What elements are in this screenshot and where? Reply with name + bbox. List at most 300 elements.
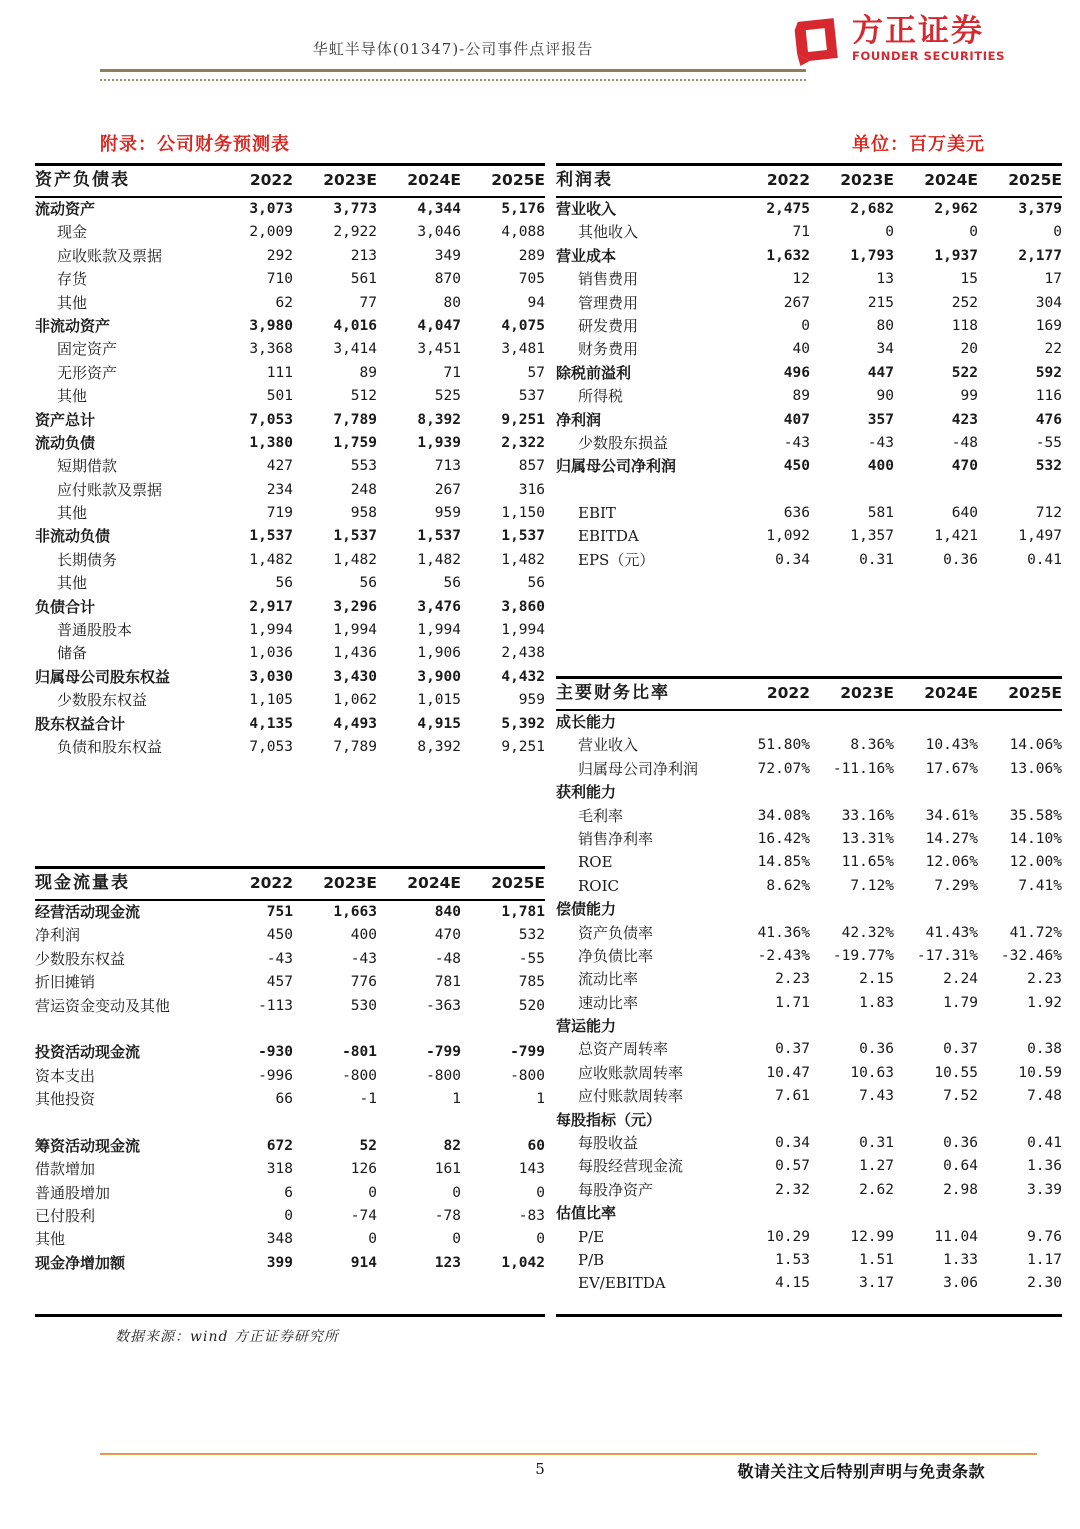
cell-value: 116 bbox=[1035, 388, 1062, 405]
cell-value: 10.63 bbox=[850, 1064, 894, 1081]
cell-value: 10.43% bbox=[925, 737, 978, 754]
table-row bbox=[556, 828, 1062, 851]
cell-value: 13.31% bbox=[841, 830, 894, 847]
table-row bbox=[556, 1085, 1062, 1108]
table-row bbox=[35, 292, 545, 315]
cell-value: 1.71 bbox=[775, 994, 810, 1011]
cell-value: 1,482 bbox=[249, 551, 293, 568]
cell-value: 4.15 bbox=[775, 1275, 810, 1292]
cell-value: 3,476 bbox=[417, 598, 461, 615]
cell-value: -800 bbox=[342, 1067, 377, 1084]
table-row bbox=[35, 689, 545, 712]
data-source-note: 数据来源：wind 方正证券研究所 bbox=[115, 1329, 339, 1345]
cell-value: 11.04 bbox=[934, 1228, 978, 1245]
cell-value: 0.34 bbox=[775, 1135, 810, 1152]
cell-value: 7.61 bbox=[775, 1088, 810, 1105]
founder-logo-icon bbox=[790, 14, 844, 74]
cell-value: 57 bbox=[527, 364, 545, 381]
cell-value: -55 bbox=[1035, 434, 1062, 451]
table-row bbox=[35, 432, 545, 455]
cell-value: 592 bbox=[1035, 364, 1062, 381]
cell-value: 8,392 bbox=[417, 411, 461, 428]
table-row bbox=[35, 901, 545, 924]
header-rule-solid bbox=[100, 69, 806, 72]
cell-value: -800 bbox=[510, 1067, 545, 1084]
cell-value: 781 bbox=[434, 974, 461, 991]
row-label: 普通股增加 bbox=[35, 1183, 111, 1202]
row-label: 资产负债率 bbox=[578, 923, 654, 942]
year-column-header: 2022 bbox=[249, 171, 293, 190]
cell-value: 2.32 bbox=[775, 1181, 810, 1198]
cell-value: 304 bbox=[1035, 294, 1062, 311]
cell-value: 1,092 bbox=[766, 528, 810, 545]
cell-value: 41.72% bbox=[1009, 924, 1062, 941]
row-label: 除税前溢利 bbox=[556, 363, 632, 382]
table-row bbox=[35, 479, 545, 502]
row-label: EV/EBITDA bbox=[578, 1274, 666, 1293]
cell-value: 118 bbox=[951, 317, 978, 334]
row-label: 现金净增加额 bbox=[35, 1253, 126, 1272]
row-label: 速动比率 bbox=[578, 993, 639, 1012]
cell-value: 712 bbox=[1035, 505, 1062, 522]
row-label: 少数股东权益 bbox=[35, 949, 126, 968]
cell-value: 80 bbox=[443, 294, 461, 311]
row-label: 非流动负债 bbox=[35, 527, 111, 546]
cell-value: 3,451 bbox=[417, 341, 461, 358]
table-row bbox=[556, 781, 1062, 804]
table-row bbox=[556, 1062, 1062, 1085]
table-row bbox=[556, 1038, 1062, 1061]
cell-value: 0.31 bbox=[859, 551, 894, 568]
cell-value: 1,781 bbox=[501, 904, 545, 920]
cell-value: 2,475 bbox=[766, 201, 810, 217]
cell-value: 14.85% bbox=[757, 854, 810, 871]
table-row bbox=[35, 385, 545, 408]
table-row bbox=[556, 432, 1062, 455]
cell-value: 4,016 bbox=[333, 317, 377, 334]
table-row bbox=[556, 1015, 1062, 1038]
row-label: 流动资产 bbox=[35, 200, 96, 218]
cell-value: 10.55 bbox=[934, 1064, 978, 1081]
cell-value: 0 bbox=[452, 1231, 461, 1248]
row-label: 筹资活动现金流 bbox=[35, 1136, 141, 1155]
cell-value: -78 bbox=[434, 1208, 461, 1225]
cell-value: 1,994 bbox=[501, 622, 545, 639]
cell-value: 0.38 bbox=[1027, 1041, 1062, 1058]
cell-value: 640 bbox=[951, 505, 978, 522]
cell-value: 1,632 bbox=[766, 247, 810, 264]
income-statement-table bbox=[556, 163, 1062, 572]
cell-value: 123 bbox=[434, 1254, 461, 1271]
cell-value: -930 bbox=[258, 1044, 293, 1061]
cell-value: 42.32% bbox=[841, 924, 894, 941]
cell-value: 56 bbox=[275, 575, 293, 592]
table-row bbox=[35, 995, 545, 1018]
row-label: 其他收入 bbox=[578, 223, 639, 242]
cell-value: 80 bbox=[876, 317, 894, 334]
cell-value: 7,053 bbox=[249, 411, 293, 428]
cell-value: 9,251 bbox=[501, 411, 545, 428]
cell-value: 1,537 bbox=[417, 528, 461, 545]
cell-value: 0 bbox=[536, 1231, 545, 1248]
cell-value: 90 bbox=[876, 388, 894, 405]
row-label: 归属母公司净利润 bbox=[578, 759, 699, 778]
row-label: ROIC bbox=[578, 876, 619, 895]
cell-value: 1,036 bbox=[249, 645, 293, 662]
cell-value: 252 bbox=[951, 294, 978, 311]
cell-value: 8,392 bbox=[417, 738, 461, 755]
cell-value: 1,482 bbox=[417, 551, 461, 568]
cell-value: 427 bbox=[266, 458, 293, 475]
row-label: 现金 bbox=[57, 223, 88, 242]
cell-value: 213 bbox=[350, 247, 377, 264]
cell-value: 0.36 bbox=[943, 551, 978, 568]
cell-value: 2,009 bbox=[249, 224, 293, 241]
cell-value: 22 bbox=[1044, 341, 1062, 358]
cell-value: 5,176 bbox=[501, 201, 545, 217]
row-label: 其他 bbox=[57, 387, 88, 406]
table-row bbox=[35, 245, 545, 268]
cell-value: 0.37 bbox=[775, 1041, 810, 1058]
cell-value: 2.62 bbox=[859, 1181, 894, 1198]
table-row bbox=[35, 572, 545, 595]
row-label: 营业收入 bbox=[556, 200, 617, 218]
row-label: 无形资产 bbox=[57, 363, 118, 382]
row-label: 存货 bbox=[57, 270, 88, 289]
cell-value: 407 bbox=[783, 411, 810, 428]
row-label: 少数股东损益 bbox=[578, 433, 669, 452]
row-label: 应收账款及票据 bbox=[57, 246, 163, 265]
cell-value: 2.15 bbox=[859, 971, 894, 988]
table-row bbox=[556, 221, 1062, 244]
cell-value: 3,296 bbox=[333, 598, 377, 615]
income_statement-title: 利润表 bbox=[556, 170, 613, 191]
cell-value: 1,380 bbox=[249, 434, 293, 451]
cell-value: 1.53 bbox=[775, 1251, 810, 1268]
cell-value: 2,682 bbox=[850, 201, 894, 217]
cell-value: -43 bbox=[266, 950, 293, 967]
cell-value: 1,906 bbox=[417, 645, 461, 662]
row-label: 股东权益合计 bbox=[35, 714, 126, 733]
cell-value: 450 bbox=[783, 458, 810, 475]
cell-value: 0.41 bbox=[1027, 551, 1062, 568]
table-header-row bbox=[556, 679, 1062, 711]
cell-value: 5,392 bbox=[501, 715, 545, 732]
cell-value: 1,482 bbox=[501, 551, 545, 568]
table-row bbox=[556, 875, 1062, 898]
cell-value: 16.42% bbox=[757, 830, 810, 847]
cell-value: 10.47 bbox=[766, 1064, 810, 1081]
cell-value: 0 bbox=[452, 1184, 461, 1201]
cell-value: 581 bbox=[867, 505, 894, 522]
row-label: 普通股股本 bbox=[57, 621, 133, 640]
cell-value: 1,937 bbox=[934, 247, 978, 264]
table-row bbox=[556, 1179, 1062, 1202]
cell-value: 6 bbox=[284, 1184, 293, 1201]
row-label: P/E bbox=[578, 1227, 605, 1246]
table-row bbox=[556, 409, 1062, 432]
cell-value: 161 bbox=[434, 1161, 461, 1178]
cell-value: 457 bbox=[266, 974, 293, 991]
cell-value: 450 bbox=[266, 927, 293, 944]
cell-value: 7.52 bbox=[943, 1088, 978, 1105]
table-row bbox=[556, 362, 1062, 385]
cell-value: 1,357 bbox=[850, 528, 894, 545]
cell-value: 3,430 bbox=[333, 668, 377, 685]
cell-value: 0 bbox=[368, 1231, 377, 1248]
cell-value: 1.79 bbox=[943, 994, 978, 1011]
year-column-header: 2023E bbox=[323, 874, 377, 893]
cell-value: 248 bbox=[350, 481, 377, 498]
table-row bbox=[556, 315, 1062, 338]
table-row bbox=[35, 221, 545, 244]
cell-value: 15 bbox=[960, 271, 978, 288]
table-row bbox=[35, 1041, 545, 1064]
cell-value: 1.51 bbox=[859, 1251, 894, 1268]
cell-value: 4,493 bbox=[333, 715, 377, 732]
cell-value: 636 bbox=[783, 505, 810, 522]
row-label: 净负债比率 bbox=[578, 946, 654, 965]
cell-value: 12.06% bbox=[925, 854, 978, 871]
cell-value: 959 bbox=[518, 692, 545, 709]
cell-value: 40 bbox=[792, 341, 810, 358]
row-label: 营运资金变动及其他 bbox=[35, 996, 171, 1015]
table-row bbox=[556, 851, 1062, 874]
table-row bbox=[556, 1109, 1062, 1132]
cell-value: 99 bbox=[960, 388, 978, 405]
cell-value: 2,962 bbox=[934, 201, 978, 217]
cell-value: -113 bbox=[258, 997, 293, 1014]
row-label: 经营活动现金流 bbox=[35, 903, 141, 921]
cell-value: 14.27% bbox=[925, 830, 978, 847]
cell-value: 532 bbox=[1035, 458, 1062, 475]
year-column-header: 2025E bbox=[491, 171, 545, 190]
cell-value: 7.12% bbox=[850, 877, 894, 894]
cell-value: 77 bbox=[359, 294, 377, 311]
cell-value: 72.07% bbox=[757, 760, 810, 777]
cell-value: 3,379 bbox=[1018, 201, 1062, 217]
row-label: 长期债务 bbox=[57, 550, 118, 569]
cell-value: 7.41% bbox=[1018, 877, 1062, 894]
logo-text-block bbox=[852, 14, 1005, 63]
cell-value: 34 bbox=[876, 341, 894, 358]
table-row bbox=[35, 362, 545, 385]
cell-value: 215 bbox=[867, 294, 894, 311]
table-row bbox=[35, 1252, 545, 1275]
cell-value: 447 bbox=[867, 364, 894, 381]
cell-value: 60 bbox=[527, 1137, 545, 1154]
cell-value: 7,053 bbox=[249, 738, 293, 755]
cell-value: 8.62% bbox=[766, 877, 810, 894]
cell-value: -48 bbox=[434, 950, 461, 967]
footer-divider-line bbox=[100, 1453, 1037, 1455]
row-label: P/B bbox=[578, 1250, 605, 1269]
table-row bbox=[556, 968, 1062, 991]
cell-value: 3,773 bbox=[333, 201, 377, 217]
row-label: 负债合计 bbox=[35, 597, 96, 616]
cell-value: -43 bbox=[783, 434, 810, 451]
cell-value: 2.30 bbox=[1027, 1275, 1062, 1292]
cell-value: 1,537 bbox=[249, 528, 293, 545]
table-row bbox=[556, 1132, 1062, 1155]
cell-value: 3,481 bbox=[501, 341, 545, 358]
cash-flow-table bbox=[35, 866, 545, 1317]
row-label: 销售费用 bbox=[578, 270, 639, 289]
year-column-header: 2025E bbox=[491, 874, 545, 893]
cell-value: 1.83 bbox=[859, 994, 894, 1011]
cell-value: 3,900 bbox=[417, 668, 461, 685]
cell-value: 0 bbox=[969, 224, 978, 241]
cell-value: 719 bbox=[266, 505, 293, 522]
cell-value: 62 bbox=[275, 294, 293, 311]
row-label: 其他 bbox=[57, 574, 88, 593]
cell-value: 399 bbox=[266, 1254, 293, 1271]
table-row bbox=[35, 455, 545, 478]
cell-value: 3,368 bbox=[249, 341, 293, 358]
cell-value: 1.17 bbox=[1027, 1251, 1062, 1268]
year-column-header: 2024E bbox=[924, 171, 978, 190]
cell-value: 267 bbox=[783, 294, 810, 311]
cell-value: 9,251 bbox=[501, 738, 545, 755]
table-row bbox=[35, 315, 545, 338]
cell-value: 4,135 bbox=[249, 715, 293, 732]
cell-value: 959 bbox=[434, 505, 461, 522]
table-row bbox=[35, 924, 545, 947]
cell-value: 20 bbox=[960, 341, 978, 358]
cell-value: 672 bbox=[266, 1137, 293, 1154]
table-row bbox=[35, 1112, 545, 1135]
cell-value: 400 bbox=[350, 927, 377, 944]
row-label: 短期借款 bbox=[57, 457, 118, 476]
cell-value: 3,073 bbox=[249, 201, 293, 217]
year-column-header: 2024E bbox=[407, 874, 461, 893]
cell-value: -800 bbox=[426, 1067, 461, 1084]
row-label: 少数股东权益 bbox=[57, 691, 148, 710]
cell-value: 234 bbox=[266, 481, 293, 498]
cell-value: 561 bbox=[350, 271, 377, 288]
row-label: 净利润 bbox=[556, 410, 602, 429]
cell-value: -1 bbox=[359, 1091, 377, 1108]
cell-value: 66 bbox=[275, 1091, 293, 1108]
table-row bbox=[556, 758, 1062, 781]
cell-value: 4,915 bbox=[417, 715, 461, 732]
cell-value: 1.27 bbox=[859, 1158, 894, 1175]
cell-value: 751 bbox=[266, 904, 293, 920]
cell-value: -43 bbox=[350, 950, 377, 967]
appendix-section-title: 附录：公司财务预测表 bbox=[100, 134, 290, 155]
cell-value: 267 bbox=[434, 481, 461, 498]
cell-value: 1,436 bbox=[333, 645, 377, 662]
cell-value: 857 bbox=[518, 458, 545, 475]
row-label: 资产总计 bbox=[35, 410, 96, 429]
cell-value: 2,917 bbox=[249, 598, 293, 615]
cell-value: 34.61% bbox=[925, 807, 978, 824]
table-row bbox=[556, 268, 1062, 291]
cell-value: 14.06% bbox=[1009, 737, 1062, 754]
row-label: 应付账款及票据 bbox=[57, 480, 163, 499]
year-column-header: 2022 bbox=[766, 171, 810, 190]
cell-value: 0 bbox=[885, 224, 894, 241]
cell-value: 0.36 bbox=[859, 1041, 894, 1058]
cell-value: 2.23 bbox=[775, 971, 810, 988]
cell-value: 496 bbox=[783, 364, 810, 381]
cell-value: 0.37 bbox=[943, 1041, 978, 1058]
cell-value: 3,030 bbox=[249, 668, 293, 685]
cell-value: 3,860 bbox=[501, 598, 545, 615]
cell-value: 0 bbox=[536, 1184, 545, 1201]
cell-value: 33.16% bbox=[841, 807, 894, 824]
row-label: 成长能力 bbox=[556, 713, 617, 731]
cell-value: -43 bbox=[867, 434, 894, 451]
year-column-header: 2025E bbox=[1008, 171, 1062, 190]
cell-value: 7.48 bbox=[1027, 1088, 1062, 1105]
row-label: 每股净资产 bbox=[578, 1180, 654, 1199]
cell-value: 0 bbox=[1053, 224, 1062, 241]
table-row bbox=[35, 338, 545, 361]
table-row bbox=[35, 409, 545, 432]
cell-value: 10.59 bbox=[1018, 1064, 1062, 1081]
year-column-header: 2023E bbox=[323, 171, 377, 190]
table-row bbox=[556, 1272, 1062, 1295]
cell-value: 3.17 bbox=[859, 1275, 894, 1292]
row-label: 管理费用 bbox=[578, 293, 639, 312]
row-label: 非流动资产 bbox=[35, 316, 111, 335]
cell-value: 0.57 bbox=[775, 1158, 810, 1175]
cell-value: 520 bbox=[518, 997, 545, 1014]
cell-value: 0.36 bbox=[943, 1135, 978, 1152]
row-label: 借款增加 bbox=[35, 1160, 96, 1179]
cell-value: -801 bbox=[342, 1044, 377, 1061]
cell-value: -74 bbox=[350, 1208, 377, 1225]
cell-value: 1 bbox=[452, 1091, 461, 1108]
document-header-title: 华虹半导体(01347)-公司事件点评报告 bbox=[312, 40, 594, 58]
financial-ratios-table bbox=[556, 676, 1062, 1317]
cell-value: 349 bbox=[434, 247, 461, 264]
unit-label: 单位：百万美元 bbox=[852, 134, 985, 155]
row-label: 营业收入 bbox=[578, 736, 639, 755]
cell-value: 1,150 bbox=[501, 505, 545, 522]
cell-value: 1,994 bbox=[333, 622, 377, 639]
cell-value: 530 bbox=[350, 997, 377, 1014]
table-row bbox=[35, 971, 545, 994]
cell-value: -48 bbox=[951, 434, 978, 451]
cash_flow-title: 现金流量表 bbox=[35, 873, 130, 894]
cell-value: 35.58% bbox=[1009, 807, 1062, 824]
table-header-row bbox=[35, 166, 545, 198]
founder-securities-logo bbox=[790, 14, 1005, 74]
cell-value: 713 bbox=[434, 458, 461, 475]
header-rule-dotted bbox=[100, 79, 806, 81]
cell-value: 0.31 bbox=[859, 1135, 894, 1152]
row-label: 研发费用 bbox=[578, 316, 639, 335]
cell-value: 71 bbox=[443, 364, 461, 381]
row-label: 其他 bbox=[57, 293, 88, 312]
row-label: 储备 bbox=[57, 644, 88, 663]
table-row bbox=[35, 1228, 545, 1251]
row-label: 其他 bbox=[35, 1230, 66, 1249]
cell-value: 2,438 bbox=[501, 645, 545, 662]
cell-value: 2,922 bbox=[333, 224, 377, 241]
cell-value: 522 bbox=[951, 364, 978, 381]
cell-value: 1.33 bbox=[943, 1251, 978, 1268]
table-row bbox=[556, 898, 1062, 921]
cell-value: 710 bbox=[266, 271, 293, 288]
cell-value: 94 bbox=[527, 294, 545, 311]
cell-value: 1,994 bbox=[249, 622, 293, 639]
table-row bbox=[35, 948, 545, 971]
cell-value: 914 bbox=[350, 1254, 377, 1271]
cell-value: 0 bbox=[284, 1208, 293, 1225]
